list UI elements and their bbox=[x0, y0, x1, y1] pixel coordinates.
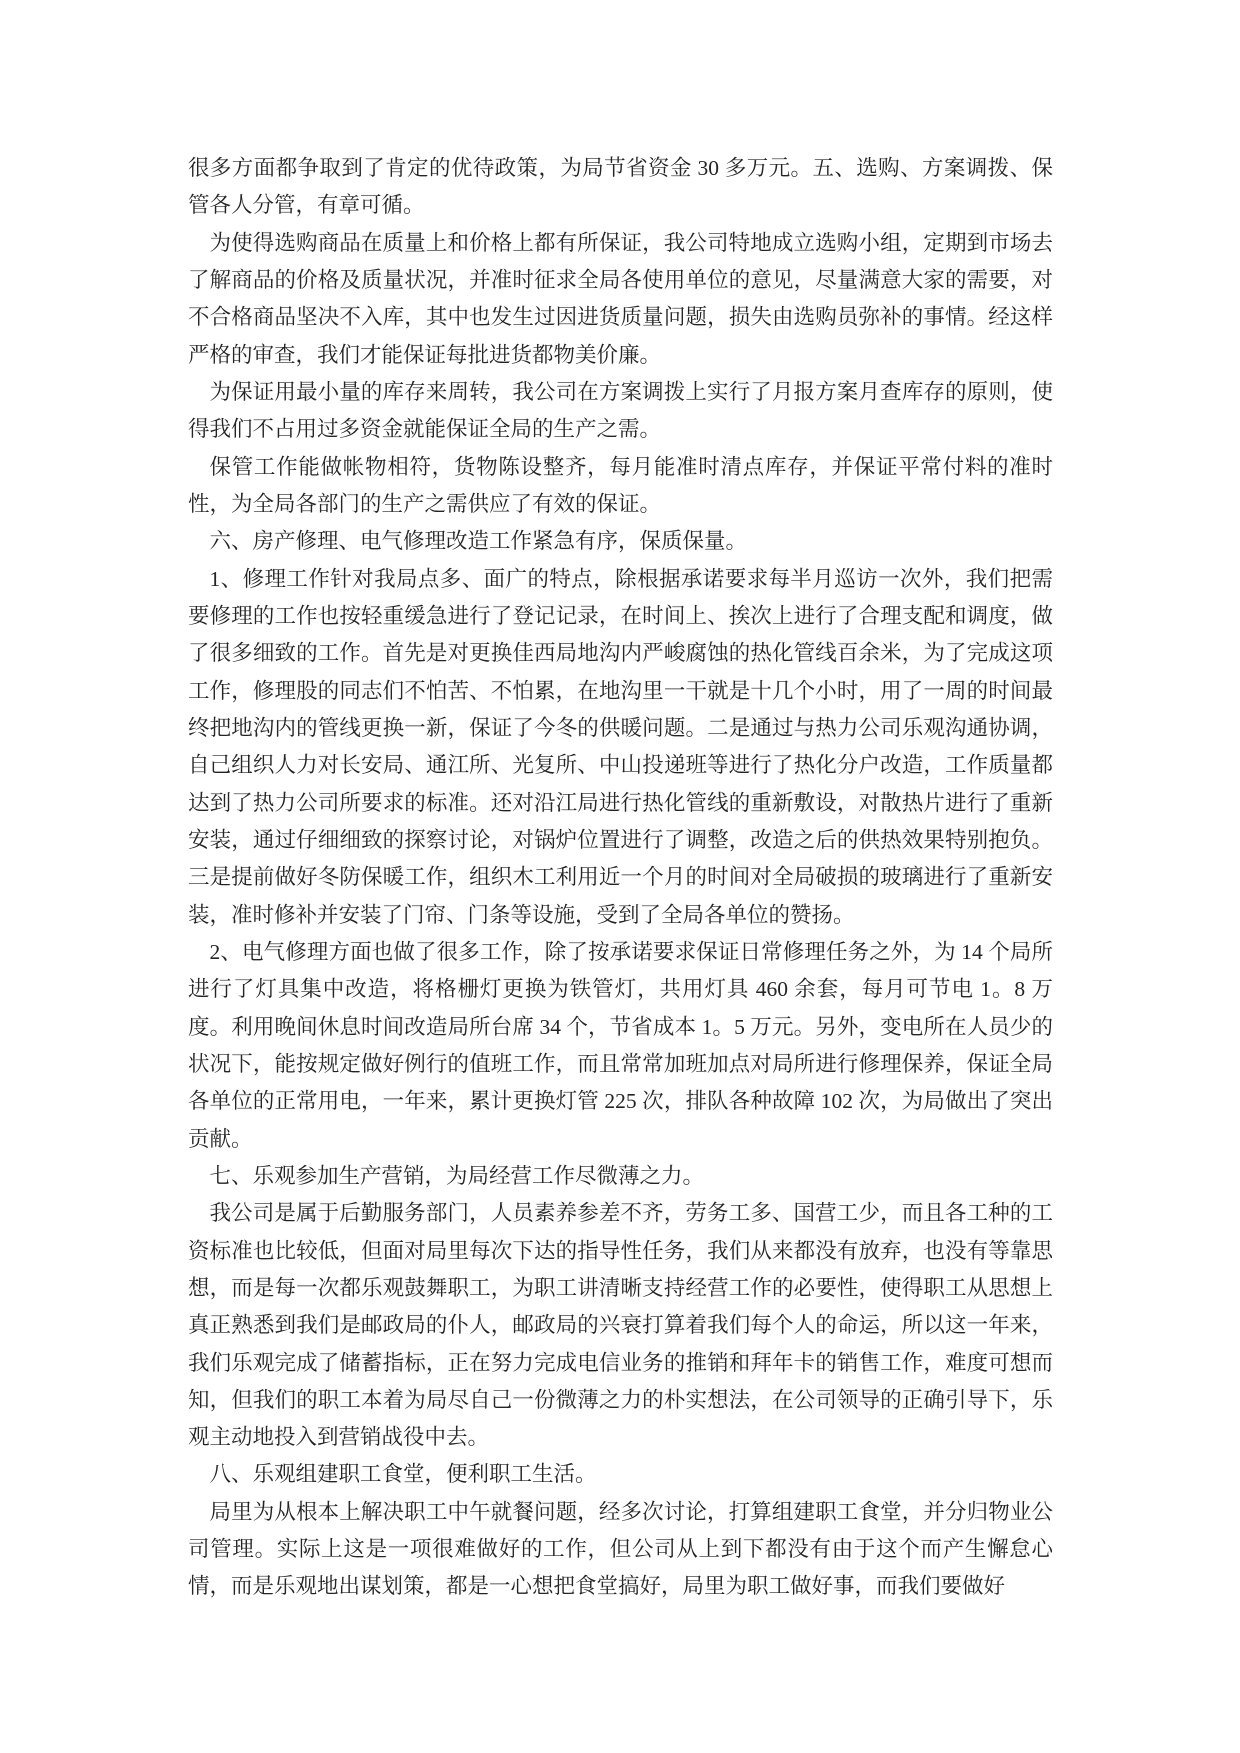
paragraph: 局里为从根本上解决职工中午就餐问题，经多次讨论，打算组建职工食堂，并分归物业公司管理。实际上这是一项很难做好的工作，但公司从上到下都没有由于这个而产生懈怠心情，而是乐观地出谋划策，都是一心想把食堂搞好，局里为职工做好事，而我们要做好 bbox=[188, 1499, 1053, 1599]
paragraph: 保管工作能做帐物相符，货物陈设整齐，每月能准时清点库存，并保证平常付料的准时性，为全局各部门的生产之需供应了有效的保证。 bbox=[188, 454, 1053, 516]
paragraph: 八、乐观组建职工食堂，便利职工生活。 bbox=[209, 1462, 597, 1487]
paragraph: 我公司是属于后勤服务部门，人员素养参差不齐，劳务工多、国营工少，而且各工种的工资标准也比较低，但面对局里每次下达的指导性任务，我们从来都没有放弃，也没有等靠思想，而是每一次都乐观鼓舞职工，为职工讲清晰支持经营工作的必要性，使得职工从思想上真正熟悉到我们是邮政局的仆人，邮政局的兴衰打算着我们每个人的命运，所以这一年来，我们乐观完成了储蓄指标，正在努力完成电信业务的推销和拜年卡的销售工作，难度可想而知，但我们的职工本着为局尽自己一份微薄之力的朴实想法，在公司领导的正确引导下，乐观主动地投入到营销战役中去。 bbox=[188, 1201, 1053, 1450]
document-body bbox=[188, 150, 1053, 1606]
paragraph: 七、乐观参加生产营销，为局经营工作尽微薄之力。 bbox=[209, 1163, 705, 1188]
paragraph: 为保证用最小量的库存来周转，我公司在方案调拨上实行了月报方案月查库存的原则，使得我们不占用过多资金就能保证全局的生产之需。 bbox=[188, 379, 1053, 442]
paragraph: 1、修理工作针对我局点多、面广的特点，除根据承诺要求每半月巡访一次外，我们把需要修理的工作也按轻重缓急进行了登记记录，在时间上、挨次上进行了合理支配和调度，做了很多细致的工作。首先是对更换佳西局地沟内严峻腐蚀的热化管线百余米，为了完成这项工作，修理股的同志们不怕苦、不怕累，在地沟里一干就是十几个小时，用了一周的时间最终把地沟内的管线更换一新，保证了今冬的供暖问题。二是通过与热力公司乐观沟通协调，自己组织人力对长安局、通江所、光复所、中山投递班等进行了热化分户改造，工作质量都达到了热力公司所要求的标准。还对沿江局进行热化管线的重新敷设，对散热片进行了重新安装，通过仔细细致的探察讨论，对锅炉位置进行了调整，改造之后的供热效果特别抱负。三是提前做好冬防保暖工作，组织木工利用近一个月的时间对全局破损的玻璃进行了重新安装，准时修补并安装了门帘、门条等设施，受到了全局各单位的赞扬。 bbox=[188, 566, 1053, 927]
paragraph: 六、房产修理、电气修理改造工作紧急有序，保质保量。 bbox=[209, 529, 748, 554]
paragraph: 很多方面都争取到了肯定的优待政策，为局节省资金 30 多万元。五、选购、方案调拨、保管各人分管，有章可循。 bbox=[188, 156, 1053, 218]
paragraph: 2、电气修理方面也做了很多工作，除了按承诺要求保证日常修理任务之外，为 14 个局所进行了灯具集中改造，将格栅灯更换为铁管灯，共用灯具 460 余套，每月可节电 1。8 万度。利用晚间休息时间改造局所台席 34 个，节省成本 1。5 万元。另外，变电所在人员少的状况下，能按规定做好例行的值班工作，而且常常加班加点对局所进行修理保养，保证全局各单位的正常用电，一年来，累计更换灯管 225 次，排队各种故障 102 次，为局做出了突出贡献。 bbox=[188, 939, 1053, 1151]
paragraph: 为使得选购商品在质量上和价格上都有所保证，我公司特地成立选购小组，定期到市场去了解商品的价格及质量状况，并准时征求全局各使用单位的意见，尽量满意大家的需要，对不合格商品坚决不入库，其中也发生过因进货质量问题，损失由选购员弥补的事情。经这样严格的审查，我们才能保证每批进货都物美价廉。 bbox=[188, 230, 1053, 367]
